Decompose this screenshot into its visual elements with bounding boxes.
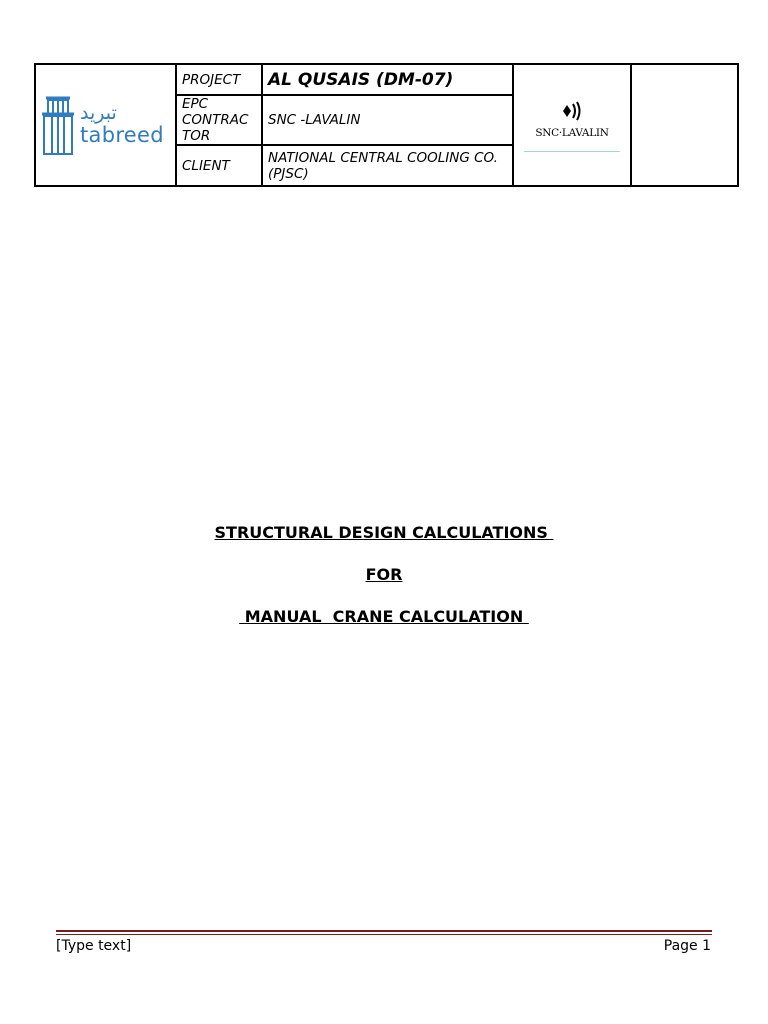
tabreed-logo [36, 94, 175, 156]
tabreed-latin-text: tabreed [80, 123, 164, 147]
epc-contractor-value: SNC -LAVALIN [262, 95, 513, 145]
footer-left-text: [Type text] [56, 938, 132, 954]
epc-contractor-label: EPC CONTRAC TOR [176, 95, 262, 145]
project-label: PROJECT [176, 64, 262, 95]
client-label: CLIENT [176, 145, 262, 186]
document-title-line3: MANUAL CRANE CALCULATION [239, 607, 529, 626]
snc-lavalin-logo [514, 99, 630, 152]
tabreed-logo-cell [35, 64, 176, 186]
empty-header-cell [631, 64, 738, 186]
snc-logo-cell [513, 64, 631, 186]
document-title-line1: STRUCTURAL DESIGN CALCULATIONS [214, 523, 554, 542]
footer-rule-thin [56, 934, 712, 935]
tabreed-building-icon [40, 94, 76, 156]
snc-sound-wave-icon [562, 99, 582, 123]
snc-logo-divider [524, 151, 620, 152]
document-header-table [34, 63, 739, 187]
footer-page-number: Page 1 [663, 938, 711, 954]
tabreed-arabic-text: تبريد [80, 102, 117, 124]
client-value: NATIONAL CENTRAL COOLING CO. (PJSC) [262, 145, 513, 186]
snc-lavalin-logo-text: SNC·LAVALIN [535, 126, 609, 139]
project-value: AL QUSAIS (DM-07) [262, 64, 513, 95]
document-title-line2: FOR [365, 565, 403, 584]
footer-rule [56, 930, 712, 932]
